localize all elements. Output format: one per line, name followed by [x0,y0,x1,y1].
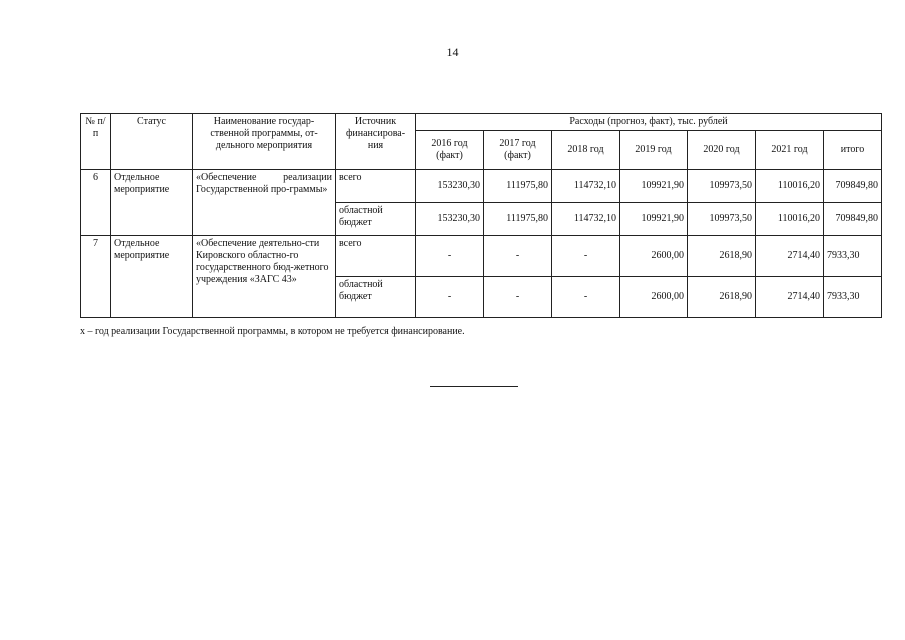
row-name: «Обеспечение реализации Государственной про-граммы» [193,170,336,236]
row-source: всего [336,170,416,203]
cell-value: 110016,20 [756,170,824,203]
cell-value: - [552,236,620,277]
cell-value: - [484,236,552,277]
row-status: Отдельное мероприятие [111,170,193,236]
cell-value: 109921,90 [620,203,688,236]
budget-table [80,113,882,318]
header-num: № п/п [81,114,111,170]
cell-value: 110016,20 [756,203,824,236]
cell-value: 109973,50 [688,170,756,203]
cell-value: 2714,40 [756,236,824,277]
table-header-row [81,114,882,131]
cell-value: 2600,00 [620,236,688,277]
cell-value: 114732,10 [552,203,620,236]
header-year-2018: 2018 год [552,131,620,170]
header-source: Источник финансирова-ния [336,114,416,170]
row-number: 6 [81,170,111,236]
cell-value: 114732,10 [552,170,620,203]
cell-value: - [552,277,620,318]
cell-value: - [484,277,552,318]
header-year-2017: 2017 год (факт) [484,131,552,170]
cell-total: 709849,80 [824,203,882,236]
cell-value: 153230,30 [416,203,484,236]
cell-value: - [416,277,484,318]
row-source: областной бюджет [336,277,416,318]
row-status: Отдельное мероприятие [111,236,193,318]
row-name: «Обеспечение деятельно-сти Кировского областно-го государственного бюд-жетного учреждения «ЗАГС 43» [193,236,336,318]
page-number: 14 [446,45,459,59]
cell-total: 7933,30 [824,277,882,318]
footnote: х – год реализации Государственной программы, в котором не требуется финансирование. [80,326,465,337]
row-source: всего [336,236,416,277]
header-year-2021: 2021 год [756,131,824,170]
header-year-2016: 2016 год (факт) [416,131,484,170]
header-total: итого [824,131,882,170]
cell-value: 2600,00 [620,277,688,318]
header-year-2019: 2019 год [620,131,688,170]
cell-value: 2714,40 [756,277,824,318]
header-expenses: Расходы (прогноз, факт), тыс. рублей [416,114,882,131]
closing-rule [430,386,518,387]
cell-value: 111975,80 [484,170,552,203]
cell-total: 709849,80 [824,170,882,203]
cell-value: 109921,90 [620,170,688,203]
cell-value: 2618,90 [688,236,756,277]
cell-value: 153230,30 [416,170,484,203]
cell-total: 7933,30 [824,236,882,277]
row-source: областной бюджет [336,203,416,236]
row-number: 7 [81,236,111,318]
header-name: Наименование государ-ственной программы, от-дельного мероприятия [193,114,336,170]
cell-value: 109973,50 [688,203,756,236]
header-status: Статус [111,114,193,170]
header-year-2020: 2020 год [688,131,756,170]
cell-value: 2618,90 [688,277,756,318]
cell-value: 111975,80 [484,203,552,236]
table-row [81,236,882,277]
table-row [81,170,882,203]
cell-value: - [416,236,484,277]
